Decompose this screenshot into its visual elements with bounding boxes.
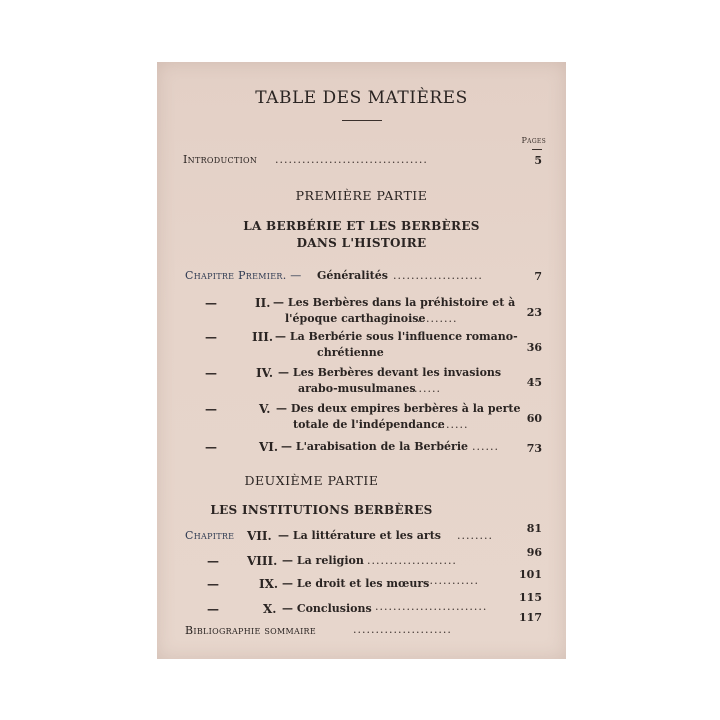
ch4-page: 45: [526, 376, 542, 389]
ch2-dots: .........: [417, 312, 458, 325]
page-title: TABLE DES MATIÈRES: [255, 88, 468, 108]
part2-title-line1: LES INSTITUTIONS BERBÈRES: [210, 503, 433, 517]
pages-rule: [532, 149, 542, 150]
pages-column-label: Pages: [521, 136, 546, 145]
ch8-label: — La religion: [282, 554, 364, 567]
ch6-line1: — L'arabisation de la Berbérie: [281, 440, 469, 453]
ch10-label: — Conclusions: [282, 602, 372, 615]
book-page: [157, 62, 566, 659]
ch4-dash: —: [205, 366, 217, 380]
ch8-roman: VIII.: [247, 554, 278, 568]
ch3-dash: —: [205, 330, 217, 344]
part1-title-line1: LA BERBÉRIE ET LES BERBÈRES: [243, 219, 480, 233]
part2-heading: DEUXIÈME PARTIE: [244, 473, 379, 488]
ch2-line2: l'époque carthaginoise: [285, 312, 426, 325]
ch10-dash: —: [207, 602, 219, 616]
ch9-dots: ............: [425, 574, 479, 587]
ch8-page: 96: [526, 546, 542, 559]
biblio-label: Bibliographie sommaire: [185, 624, 317, 637]
ch1-dots: ....................: [393, 269, 483, 282]
ch9-dash: —: [207, 577, 219, 591]
ch6-page: 73: [526, 442, 542, 455]
ch4-line2: arabo-musulmanes: [298, 382, 416, 395]
ch6-dash: —: [205, 440, 217, 454]
ch10-dots: .........................: [375, 600, 488, 613]
ch5-line1: — Des deux empires berbères à la perte: [276, 402, 521, 415]
ch6-roman: VI.: [259, 440, 279, 454]
ch10-roman: X.: [263, 602, 277, 616]
ch7-roman: VII.: [247, 529, 272, 543]
ch7-prefix: Chapitre: [185, 529, 235, 542]
ch9-page: 101: [519, 568, 542, 581]
ch8-dash: —: [207, 554, 219, 568]
title-rule: [342, 120, 382, 121]
ch4-roman: IV.: [256, 366, 274, 380]
ch7-page: 81: [526, 522, 542, 535]
biblio-dots: ......................: [353, 623, 452, 636]
ch5-line2: totale de l'indépendance: [293, 418, 445, 431]
ch4-line1: — Les Berbères devant les invasions: [278, 366, 502, 379]
ch5-page: 60: [526, 412, 542, 425]
ch1-prefix: Chapitre Premier. —: [185, 269, 302, 282]
ch6-dots: ......: [472, 440, 499, 453]
ch2-dash: —: [205, 296, 217, 310]
intro-dots: ..................................: [275, 153, 428, 166]
ch3-roman: III.: [252, 330, 274, 344]
ch1-page: 7: [534, 270, 542, 283]
intro-label: Introduction: [183, 153, 258, 166]
part1-title-line2: DANS L'HISTOIRE: [296, 236, 427, 250]
ch3-line1: — La Berbérie sous l'influence romano-: [275, 330, 518, 343]
ch2-roman: II.: [255, 296, 271, 310]
ch9-label: — Le droit et les mœurs: [282, 577, 430, 590]
ch9-roman: IX.: [259, 577, 279, 591]
ch8-dots: ....................: [367, 554, 457, 567]
ch5-dots: .......: [437, 418, 469, 431]
biblio-page: 117: [519, 611, 542, 624]
ch7-label: — La littérature et les arts: [278, 529, 441, 542]
ch3-line2: chrétienne: [317, 346, 384, 359]
ch7-dots: ........: [457, 529, 493, 542]
ch5-dash: —: [205, 402, 217, 416]
ch4-dots: ........: [405, 382, 441, 395]
ch2-line1: — Les Berbères dans la préhistoire et à: [273, 296, 516, 309]
ch2-page: 23: [526, 306, 542, 319]
ch5-roman: V.: [259, 402, 271, 416]
ch3-page: 36: [526, 341, 542, 354]
ch10-page: 115: [519, 591, 542, 604]
part1-heading: PREMIÈRE PARTIE: [295, 188, 428, 203]
intro-page: 5: [534, 154, 542, 167]
ch1-label: Généralités: [317, 269, 388, 282]
